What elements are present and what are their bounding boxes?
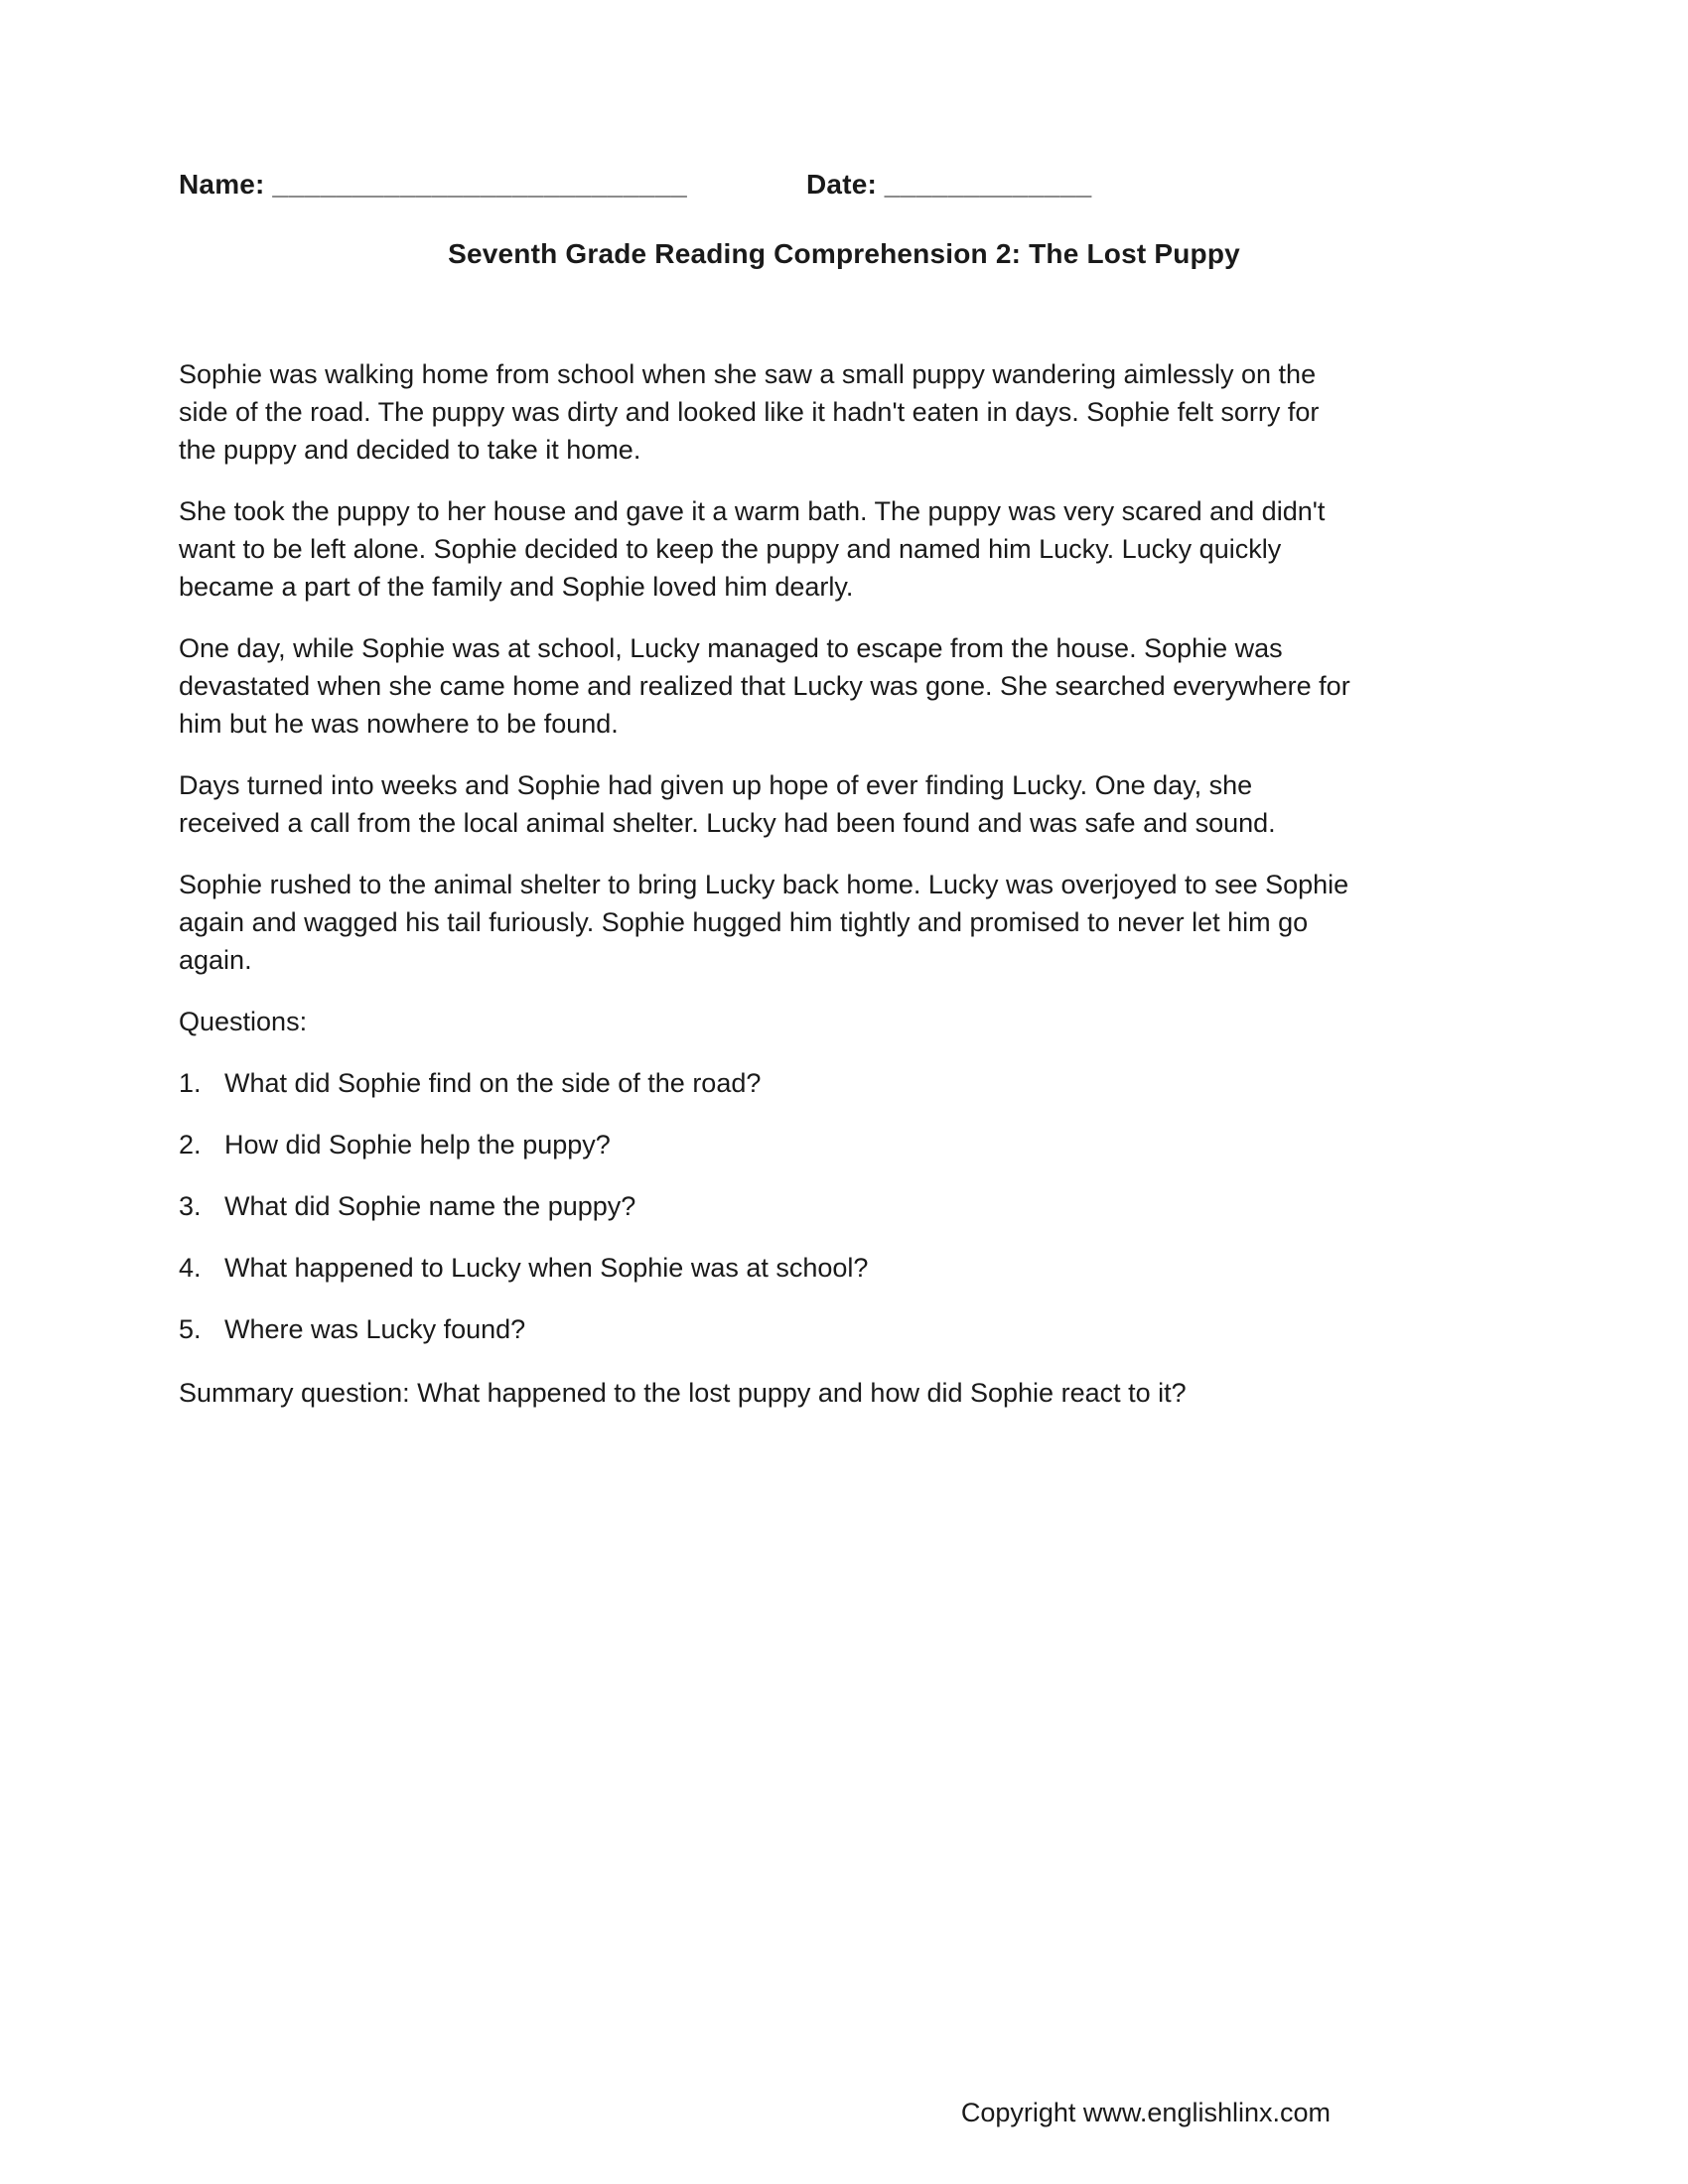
story-paragraph-5: Sophie rushed to the animal shelter to bring Lucky back home. Lucky was overjoyed to see Sophie again and wagged his tail furiously. Sophie hugged him tightly and promised to never let him go again. <box>179 870 1349 975</box>
question-item <box>179 1249 1355 1287</box>
name-field-blank: __________________________ <box>272 169 688 200</box>
date-field-blank: _____________ <box>884 169 1092 200</box>
worksheet-title: Seventh Grade Reading Comprehension 2: The Lost Puppy <box>448 238 1240 269</box>
name-field <box>179 169 687 201</box>
question-item <box>179 1126 1355 1163</box>
question-text: Where was Lucky found? <box>224 1314 526 1344</box>
date-field <box>806 169 1092 201</box>
story-paragraph-3: One day, while Sophie was at school, Lucky managed to escape from the house. Sophie was devastated when she came home and realized that Lucky was gone. She searched everywhere for him but he was nowhere to be found. <box>179 633 1350 739</box>
question-text: What did Sophie find on the side of the road? <box>224 1068 762 1098</box>
question-text: What happened to Lucky when Sophie was at school? <box>224 1253 869 1283</box>
name-field-label: Name: <box>179 169 265 200</box>
question-text: How did Sophie help the puppy? <box>224 1130 611 1160</box>
summary-question: Summary question: What happened to the lost puppy and how did Sophie react to it? <box>179 1378 1187 1408</box>
question-number: 1. <box>179 1068 202 1098</box>
question-item <box>179 1187 1355 1225</box>
story-paragraph-2: She took the puppy to her house and gave it a warm bath. The puppy was very scared and didn't want to be left alone. Sophie decided to keep the puppy and named him Lucky. Lucky quickly became a part of the family and Sophie loved him dearly. <box>179 496 1326 602</box>
copyright-footer: Copyright www.englishlinx.com <box>960 2098 1331 2127</box>
worksheet-body <box>179 355 1355 1435</box>
question-text: What did Sophie name the puppy? <box>224 1191 636 1221</box>
question-number: 2. <box>179 1130 202 1160</box>
question-list <box>179 1064 1355 1348</box>
story-paragraph-1: Sophie was walking home from school when she saw a small puppy wandering aimlessly on the side of the road. The puppy was dirty and looked like it hadn't eaten in days. Sophie felt sorry for the puppy and decided to take it home. <box>179 359 1320 465</box>
date-field-label: Date: <box>806 169 878 200</box>
header-row <box>0 169 1688 208</box>
question-item <box>179 1064 1355 1102</box>
question-item <box>179 1310 1355 1348</box>
question-number: 5. <box>179 1314 202 1344</box>
question-number: 4. <box>179 1253 202 1283</box>
question-number: 3. <box>179 1191 202 1221</box>
story-paragraph-4: Days turned into weeks and Sophie had given up hope of ever finding Lucky. One day, she received a call from the local animal shelter. Lucky had been found and was safe and sound. <box>179 770 1276 838</box>
questions-heading: Questions: <box>179 1007 308 1036</box>
